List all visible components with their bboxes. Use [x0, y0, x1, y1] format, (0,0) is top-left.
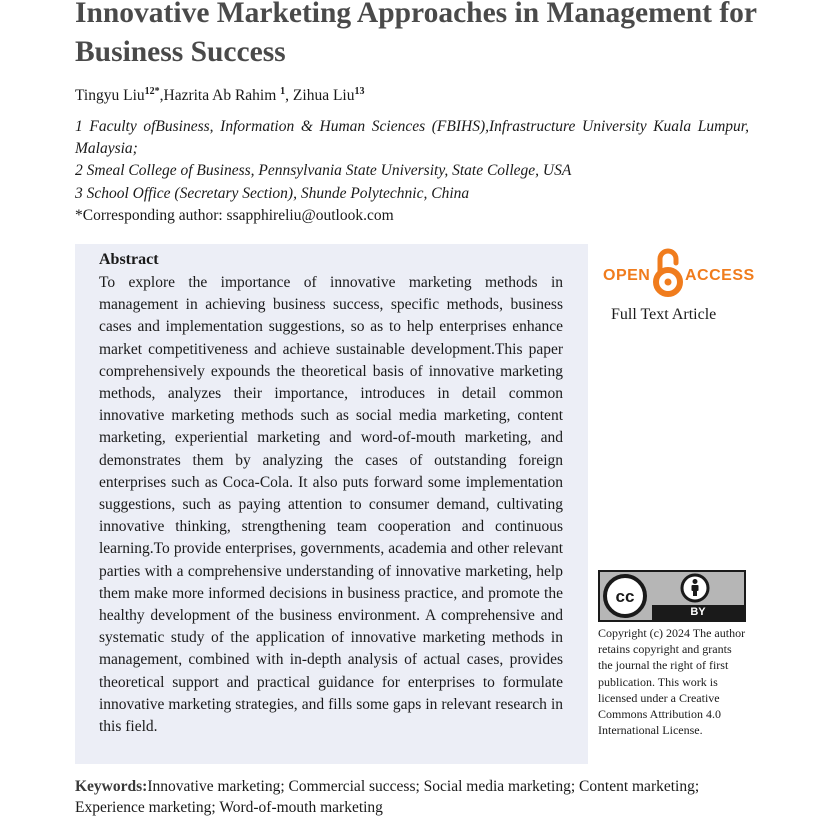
affiliation-line: 2 Smeal College of Business, Pennsylvania State University, State College, USA: [75, 162, 572, 180]
keywords-label: Keywords:: [75, 778, 148, 795]
author-name: Zihua Liu: [292, 87, 355, 104]
cc-text: cc: [615, 587, 635, 606]
cc-by-license-badge[interactable]: [598, 570, 746, 622]
corresponding-author: *Corresponding author: ssapphireliu@outlook.com: [75, 206, 394, 224]
abstract-text: To explore the importance of innovative marketing methods in management in achieving business success, specific methods, business cases and implementation suggestions, so as to help enterprises enhance market competitiveness and achieve sustainable development.This paper comprehensively expounds the theoretical basis of innovative marketing methods, analyzes their importance, introduces in detail common innovative marketing methods such as social media marketing, content marketing, experiential marketing and word-of-mouth marketing, and demonstrates them by analyzing the cases of outstanding foreign enterprises such as Coca-Cola. It also puts forward some implementation suggestions, such as paying attention to consumer demand, cultivating innovative thinking, strengthening team cooperation and continuous learning.To provide enterprises, governments, academia and other relevant parties with a comprehensive understanding of innovative marketing, help them make more informed decisions in business practice, and promote the healthy development of the business environment. A comprehensive and systematic study of the application of innovative marketing methods in management, combined with in-depth analysis of actual cases, provides theoretical support and practical guidance for enterprises to formulate innovative marketing strategies, and fills some gaps in relevant research in this field.: [99, 274, 563, 736]
keywords: [75, 776, 765, 818]
open-access-lock-icon: [652, 247, 684, 297]
author-name: Tingyu Liu: [75, 87, 145, 104]
affiliation-line: 3 School Office (Secretary Section), Shunde Polytechnic, China: [75, 184, 470, 202]
full-text-label: Full Text Article: [611, 306, 717, 323]
paper-title: Innovative Marketing Approaches in Management for Business Success: [75, 0, 757, 68]
author-affiliation-mark: 1: [280, 86, 286, 97]
affiliations: [75, 116, 749, 227]
cc-by-label: BY: [652, 605, 744, 620]
open-access-word-access: ACCESS: [685, 267, 755, 284]
author-affiliation-mark: 12*: [144, 86, 160, 97]
creative-commons-icon: [603, 574, 647, 618]
open-access-logo: [603, 247, 755, 299]
affiliation-line: 1 Faculty ofBusiness, Information & Human Sciences (FBIHS),Infrastructure University Kuala Lumpur, Malaysia;: [75, 118, 749, 158]
open-access-word-open: OPEN: [603, 267, 651, 284]
author-name: Hazrita Ab Rahim: [163, 87, 281, 104]
author-affiliation-mark: 13: [354, 86, 365, 97]
abstract-heading: Abstract: [99, 251, 159, 268]
attribution-person-icon: [680, 573, 710, 603]
keywords-text: Innovative marketing; Commercial success; Social media marketing; Content marketing; Experience marketing; Word-of-mouth marketing: [75, 778, 700, 816]
author-list: Tingyu Liu$^{12*}$,Hazrita Ab Rahim $^1$, Zihua Liu$^{13}$: [75, 86, 365, 104]
license-text: Copyright (c) 2024 The author retains copyright and grants the journal the right of first publication. This work is licensed under a Creative Commons Attribution 4.0 International License.: [598, 626, 746, 738]
